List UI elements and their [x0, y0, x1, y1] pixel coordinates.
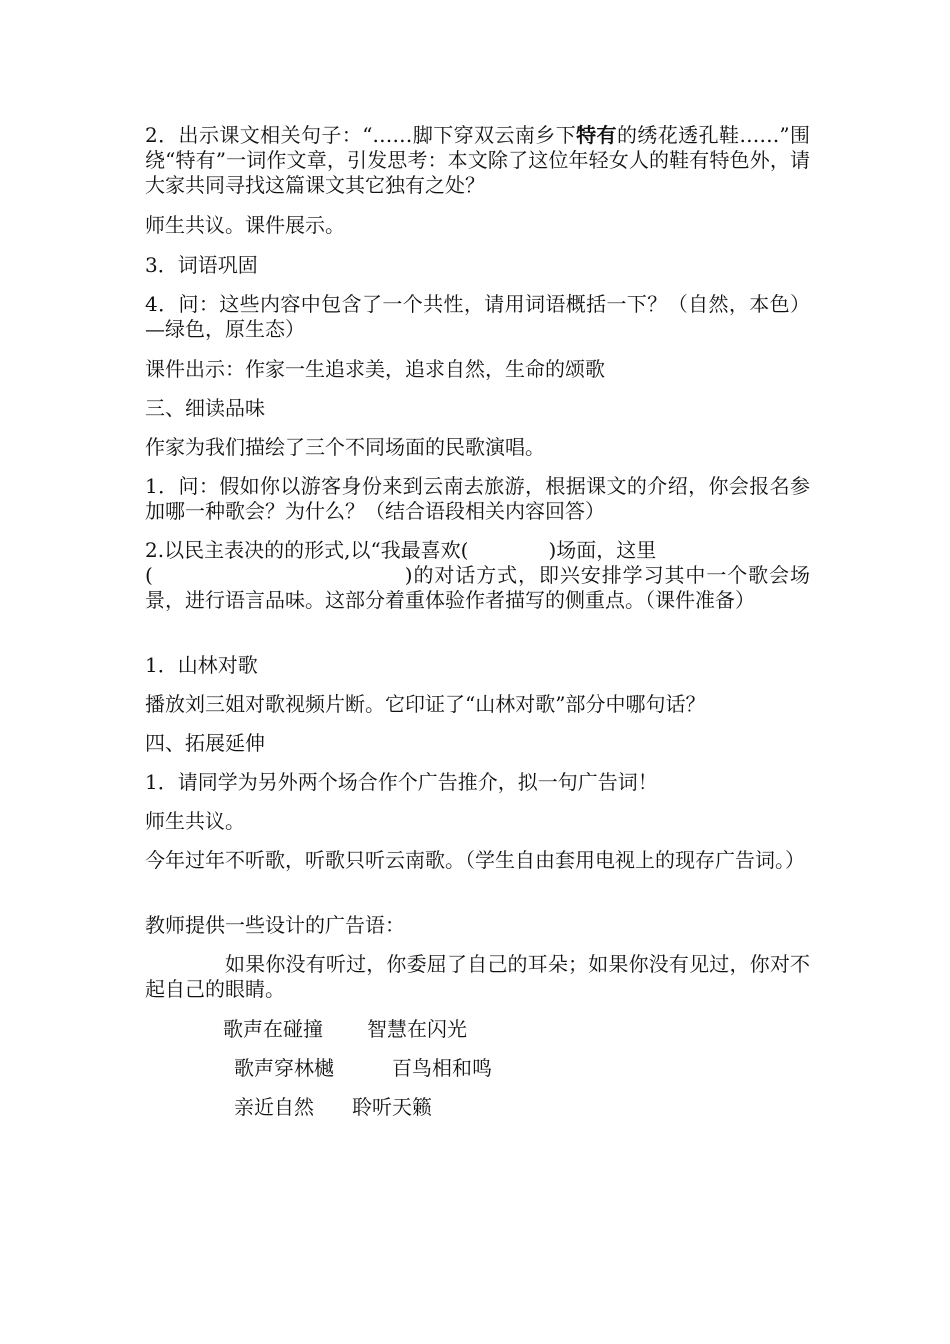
text-run: 2．出示课文相关句子：“……脚下穿双云南乡下 [145, 123, 577, 147]
paragraph-teacher-slogans: 教师提供一些设计的广告语： [145, 913, 405, 937]
paragraph-video: 播放刘三姐对歌视频片断。它印证了“山林对歌”部分中哪句话？ [145, 692, 706, 716]
slogan-part: 聆听天籁 [352, 1095, 432, 1119]
paragraph-three-scenes: 作家为我们描绘了三个不同场面的民歌演唱。 [145, 435, 545, 459]
text-run: 2.以民主表决的的形式,以“我最喜欢( )场面，这里 [145, 538, 657, 562]
paragraph-slogan-ears-eyes: 如果你没有听过，你委屈了自己的耳朵；如果你没有见过，你对不起自己的眼睛。 [145, 952, 810, 1001]
paragraph-show-sentence [145, 123, 810, 198]
paragraph-question-tourist: 1．问：假如你以游客身份来到云南去旅游，根据课文的介绍，你会报名参加哪一种歌会？为什么？（结合语段相关内容回答） [145, 474, 810, 523]
text-run: 的绣花透孔鞋……”围绕“特有”一词作文章，引发思考：本文除了这位年轻女人的鞋有特色外，请大家共同寻找这篇课文其它独有之处？ [145, 123, 811, 197]
heading-mountain-song: 1．山林对歌 [145, 653, 258, 677]
paragraph-ad-example: 今年过年不听歌，听歌只听云南歌。（学生自由套用电视上的现存广告词。） [145, 848, 805, 872]
text-run: ( )的对话方式，即兴安排学习其中一个歌会场景，进行语言品味。这部分着重体验作者描写的侧重点。（课件准备） [145, 563, 810, 612]
section-heading-extension: 四、拓展延伸 [145, 731, 265, 755]
slogan-line-2 [234, 1056, 492, 1081]
slogan-part: 智慧在闪光 [367, 1017, 467, 1041]
slogan-part: 歌声穿林樾 [234, 1056, 334, 1080]
paragraph-discussion: 师生共议。课件展示。 [145, 213, 345, 237]
paragraph-courseware: 课件出示：作家一生追求美，追求自然，生命的颂歌 [145, 357, 605, 381]
paragraph-question-common: 4．问：这些内容中包含了一个共性，请用词语概括一下？（自然，本色）—绿色，原生态） [145, 292, 810, 341]
paragraph-vote [145, 538, 810, 613]
slogan-part: 歌声在碰撞 [223, 1017, 323, 1041]
slogan-part: 百鸟相和鸣 [392, 1056, 492, 1080]
section-heading-reading: 三、细读品味 [145, 396, 265, 420]
slogan-line-3 [234, 1095, 432, 1120]
paragraph-ad-task: 1．请同学为另外两个场合作个广告推介，拟一句广告词！ [145, 770, 658, 794]
heading-vocab-consolidation: 3．词语巩固 [145, 253, 258, 277]
bold-term: 特有 [576, 123, 617, 147]
slogan-part: 亲近自然 [234, 1095, 314, 1119]
slogan-line-1 [223, 1017, 467, 1042]
paragraph-discussion-2: 师生共议。 [145, 809, 245, 833]
